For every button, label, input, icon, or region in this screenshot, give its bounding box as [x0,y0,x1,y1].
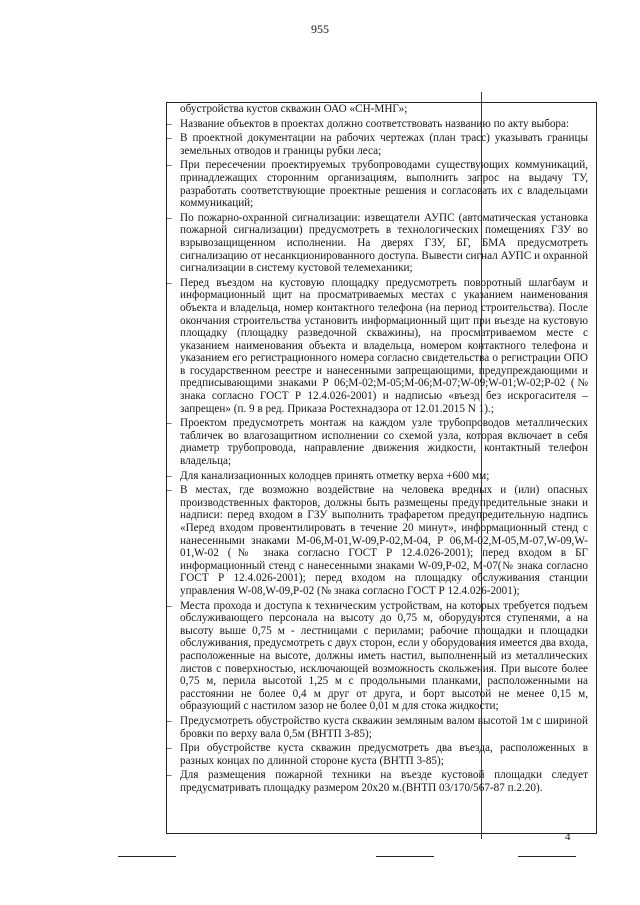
bullet-dash: – [166,132,172,145]
bullet-dash: – [166,599,172,612]
list-item-text: В проектной документации на рабочих чертежах (план трасс) указывать границы земельных отводов и границы рубки леса; [180,132,588,157]
bullet-dash: – [166,159,172,172]
list-item [166,714,588,740]
list-item [166,742,588,767]
document-body [166,103,588,796]
list-item [166,599,588,713]
list-item [166,769,588,794]
bullet-dash: – [166,742,172,755]
list-item [166,276,588,416]
list-item-text: Проектом предусмотреть монтаж на каждом узле трубопроводов металлических табличек во влагозащитном исполнении со схемой узла, которая включает в себя диаметр трубопровода, направление движения жидкости, контактный телефон владельца; [180,417,588,468]
list-item [166,469,588,483]
list-item [166,484,588,597]
footer-rule-left [118,856,176,857]
bullet-dash: – [166,117,172,130]
page-number-bottom: 4 [565,831,571,843]
bullet-dash: – [166,769,172,782]
intro-text: обустройства кустов скважин ОАО «СН-МНГ»; [180,103,408,115]
bullet-dash: – [166,211,172,224]
list-item-text: Для размещения пожарной техники на въезде кустовой площадки следует предусматривать площадку размером 20х20 м.(ВНТП 03/170/567-87 п.2.20). [180,769,588,794]
list-item [166,132,588,157]
footer-rule-right [518,856,576,857]
list-item [166,211,588,275]
list-item-text: Название объектов в проектах должно соответствовать названию по акту выбора: [180,117,570,130]
bullet-dash: – [166,484,172,497]
bullet-dash: – [166,714,172,727]
list-item-text: В местах, где возможно воздействие на человека вредных и (или) опасных производственных факторов, должны быть размещены предупредительные знаки и надписи: перед входом в ГЗУ выполнить трафаретом предупредительную надпись «Перед входом провентилировать в течение 20 минут», информационный стенд с нанесенными знаками М-06,М-01,W-09,Р-02,М-04, Р 06,М-02,М-05,М-07,W-09,W-01,W-02 (№ знака согласно ГОСТ Р 12.4.026-2001); перед входом в БГ информационный стенд с нанесенными знаками W-09,Р-02, М-07(№ знака согласно ГОСТ Р 12.4.026-2001); перед входом на площадку обслуживания станции управления W-08,W-09,Р-02 (№ знака согласно ГОСТ Р 12.4.026-2001); [180,484,588,597]
list-item-text: Для канализационных колодцев принять отметку верха +600 мм; [180,469,490,482]
list-item [166,117,588,131]
bullet-dash: – [166,417,172,430]
page-number-top: 955 [311,22,329,36]
list-item-text: По пожарно-охранной сигнализации: извещатели АУПС (автоматическая установка пожарной сигнализации) предусмотреть в технологических помещениях ГЗУ во взрывозащищенном исполнении. На дверях ГЗУ, БГ, БМА предусмотреть сигнализацию от несанкционированного доступа. Вывести сигнал АУПС и охранной сигнализации в систему кустовой телемеханики; [180,211,588,275]
list-item-text: Перед въездом на кустовую площадку предусмотреть поворотный шлагбаум и информационный щит на просматриваемых местах с указанием наименования объекта и владельца, номер контактного телефона (на период строительства). После окончания строительства установить информационный щит при въезде на кустовую площадку (площадку разведочной скважины), на просматриваемом месте с указанием наименования объекта и владельца, номером контактного телефона и указанием его регистрационного номера согласно свидетельства о регистрации ОПО в государственном реестре и нанесенными запрещающими, предупреждающими и предписывающими знаками Р 06;М-02;М-05;М-06;М-07;W-09;W-01;W-02;Р-02 (№ знака согласно ГОСТ Р 12.4.026-2001) и надписью «въезд без искрогасителя –запрещен» (п. 9 в ред. Приказа Ростехнадзора от 12.01.2015 N 1).; [180,276,588,415]
list-item-text: Предусмотреть обустройство куста скважин земляным валом высотой 1м с шириной бровки по верху вала 0,5м (ВНТП 3-85); [180,714,588,740]
list-item-text: При пересечении проектируемых трубопроводами существующих коммуникаций, принадлежащих сторонним организациям, выполнить запрос на выдачу ТУ, разработать соответствующие проектные решения и согласовать их с владельцами коммуникаций; [180,159,588,210]
list-item [166,417,588,468]
list-item-text: Места прохода и доступа к техническим устройствам, на которых требуется подъем обслуживающего персонала на высоту до 0,75 м, оборудуются ступенями, а на высоту выше 0,75 м - лестницами с перилами; рабочие площадки и площадки обслуживания, предусмотреть с двух сторон, если у оборудования имеется два входа, расположенные на высоте, должны иметь настил, выполненный из металлических листов с поверхностью, исключающей возможность скольжения. При высоте более 0,75 м, перила высотой 1,25 м с продольными планками, расположенными на расстоянии не более 0,4 м друг от друга, и борт высотой не менее 0,15 м, образующий с настилом зазор не более 0,01 м для стока жидкости; [180,599,588,713]
bullet-dash: – [166,276,172,289]
bullet-dash: – [166,469,172,482]
list-item [166,159,588,210]
footer-rule-middle [376,856,434,857]
list-item-text: При обустройстве куста скважин предусмотреть два въезда, расположенных в разных концах по длинной стороне куста (ВНТП 3-85); [180,742,588,767]
